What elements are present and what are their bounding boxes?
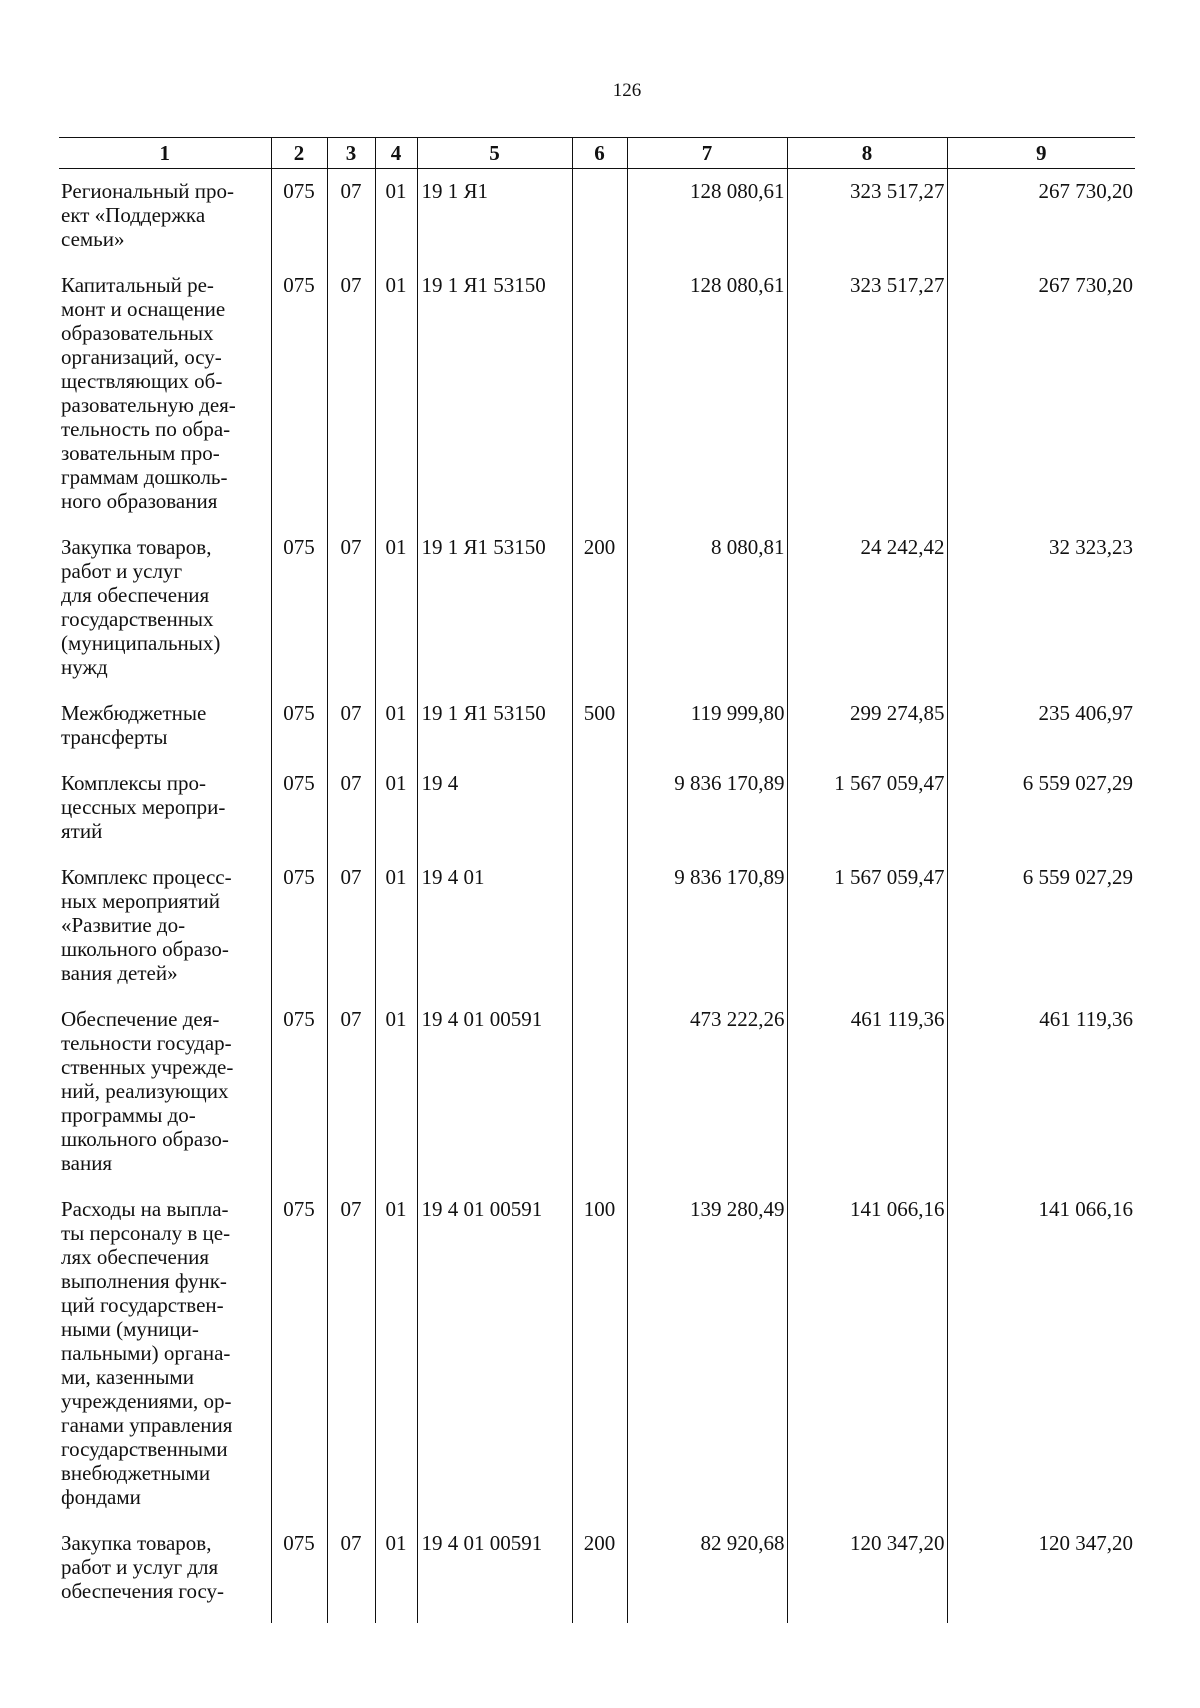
cell-ministry-code: 075 [271, 523, 327, 689]
cell-amount-col8: 1 567 059,47 [787, 759, 947, 853]
cell-ministry-code: 075 [271, 169, 327, 262]
cell-amount-col9: 267 730,20 [947, 169, 1135, 262]
cell-section: 07 [327, 1185, 375, 1519]
cell-subsection: 01 [375, 169, 417, 262]
column-header-9: 9 [947, 138, 1135, 169]
table-row [59, 995, 1135, 1185]
column-header-3: 3 [327, 138, 375, 169]
cell-ministry-code: 075 [271, 1185, 327, 1519]
budget-table [59, 137, 1135, 1623]
cell-target-article: 19 4 01 00591 [417, 1519, 572, 1623]
cell-expense-type: 100 [572, 1185, 627, 1519]
cell-amount-col7: 82 920,68 [627, 1519, 787, 1623]
cell-target-article: 19 1 Я1 53150 [417, 523, 572, 689]
column-header-5: 5 [417, 138, 572, 169]
row-description [59, 169, 271, 262]
cell-amount-col8: 1 567 059,47 [787, 853, 947, 995]
cell-ministry-code: 075 [271, 689, 327, 759]
cell-subsection: 01 [375, 853, 417, 995]
row-description-text: Капитальный ре- монт и оснащение образовательных организаций, осу- ществляющих об- разовательную дея- тельность по обра- зовательным про- граммам дошколь- ного образования [61, 273, 236, 513]
cell-target-article: 19 4 01 00591 [417, 1185, 572, 1519]
row-description-text: Комплексы про- цессных меропри- ятий [61, 771, 226, 843]
cell-section: 07 [327, 169, 375, 262]
cell-amount-col7: 9 836 170,89 [627, 759, 787, 853]
cell-subsection: 01 [375, 1185, 417, 1519]
cell-subsection: 01 [375, 261, 417, 523]
row-description-text: Закупка товаров, работ и услуг для обеспечения государственных (муниципальных) нужд [61, 535, 221, 679]
cell-section: 07 [327, 759, 375, 853]
page-number: 126 [612, 80, 642, 101]
cell-amount-col8: 323 517,27 [787, 169, 947, 262]
cell-expense-type [572, 759, 627, 853]
cell-expense-type [572, 995, 627, 1185]
cell-expense-type [572, 169, 627, 262]
cell-amount-col9: 32 323,23 [947, 523, 1135, 689]
cell-subsection: 01 [375, 759, 417, 853]
row-description [59, 995, 271, 1185]
row-description [59, 523, 271, 689]
cell-amount-col9: 461 119,36 [947, 995, 1135, 1185]
cell-section: 07 [327, 689, 375, 759]
cell-expense-type: 500 [572, 689, 627, 759]
cell-amount-col8: 141 066,16 [787, 1185, 947, 1519]
cell-target-article: 19 1 Я1 53150 [417, 689, 572, 759]
row-description-text: Межбюджетные трансферты [61, 701, 207, 749]
cell-ministry-code: 075 [271, 1519, 327, 1623]
cell-amount-col7: 473 222,26 [627, 995, 787, 1185]
table-row [59, 1519, 1135, 1623]
cell-amount-col7: 8 080,81 [627, 523, 787, 689]
cell-subsection: 01 [375, 1519, 417, 1623]
cell-amount-col9: 6 559 027,29 [947, 853, 1135, 995]
cell-amount-col8: 323 517,27 [787, 261, 947, 523]
row-description [59, 1519, 271, 1623]
table-row [59, 853, 1135, 995]
table-body [59, 169, 1135, 1624]
cell-target-article: 19 4 01 00591 [417, 995, 572, 1185]
cell-expense-type [572, 853, 627, 995]
cell-amount-col8: 24 242,42 [787, 523, 947, 689]
cell-section: 07 [327, 261, 375, 523]
cell-target-article: 19 4 [417, 759, 572, 853]
cell-subsection: 01 [375, 523, 417, 689]
cell-amount-col7: 128 080,61 [627, 261, 787, 523]
cell-amount-col7: 139 280,49 [627, 1185, 787, 1519]
column-header-2: 2 [271, 138, 327, 169]
header-row [59, 138, 1135, 169]
row-description [59, 853, 271, 995]
row-description [59, 1185, 271, 1519]
cell-section: 07 [327, 523, 375, 689]
cell-section: 07 [327, 1519, 375, 1623]
cell-subsection: 01 [375, 995, 417, 1185]
cell-ministry-code: 075 [271, 261, 327, 523]
column-header-7: 7 [627, 138, 787, 169]
table-row [59, 689, 1135, 759]
table-row [59, 261, 1135, 523]
row-description-text: Комплекс процесс- ных мероприятий «Развитие до- школьного образо- вания детей» [61, 865, 232, 985]
cell-amount-col7: 119 999,80 [627, 689, 787, 759]
cell-subsection: 01 [375, 689, 417, 759]
cell-section: 07 [327, 853, 375, 995]
column-header-6: 6 [572, 138, 627, 169]
column-header-1: 1 [59, 138, 271, 169]
cell-amount-col9: 6 559 027,29 [947, 759, 1135, 853]
column-header-4: 4 [375, 138, 417, 169]
cell-expense-type [572, 261, 627, 523]
row-description-text: Расходы на выпла- ты персоналу в це- лях обеспечения выполнения функ- ций государствен- ными (муници- пальными) органа- ми, казенными учреждениями, ор- ганами управления государственными внебюджетными фондами [61, 1197, 233, 1509]
cell-expense-type: 200 [572, 523, 627, 689]
cell-ministry-code: 075 [271, 853, 327, 995]
cell-section: 07 [327, 995, 375, 1185]
cell-amount-col8: 299 274,85 [787, 689, 947, 759]
row-description [59, 261, 271, 523]
row-description-text: Региональный про- ект «Поддержка семьи» [61, 179, 234, 251]
cell-target-article: 19 1 Я1 [417, 169, 572, 262]
row-description [59, 689, 271, 759]
cell-amount-col9: 120 347,20 [947, 1519, 1135, 1623]
cell-ministry-code: 075 [271, 995, 327, 1185]
cell-amount-col9: 267 730,20 [947, 261, 1135, 523]
table-row [59, 759, 1135, 853]
cell-amount-col9: 141 066,16 [947, 1185, 1135, 1519]
column-header-8: 8 [787, 138, 947, 169]
row-description-text: Обеспечение дея- тельности государ- ственных учрежде- ний, реализующих программы до- школьного образо- вания [61, 1007, 234, 1175]
cell-expense-type: 200 [572, 1519, 627, 1623]
row-description [59, 759, 271, 853]
table-row [59, 523, 1135, 689]
cell-amount-col9: 235 406,97 [947, 689, 1135, 759]
cell-ministry-code: 075 [271, 759, 327, 853]
cell-target-article: 19 4 01 [417, 853, 572, 995]
cell-amount-col7: 128 080,61 [627, 169, 787, 262]
row-description-text: Закупка товаров, работ и услуг для обеспечения госу- [61, 1531, 225, 1603]
cell-amount-col7: 9 836 170,89 [627, 853, 787, 995]
cell-amount-col8: 461 119,36 [787, 995, 947, 1185]
cell-amount-col8: 120 347,20 [787, 1519, 947, 1623]
table-row [59, 169, 1135, 262]
table-row [59, 1185, 1135, 1519]
cell-target-article: 19 1 Я1 53150 [417, 261, 572, 523]
